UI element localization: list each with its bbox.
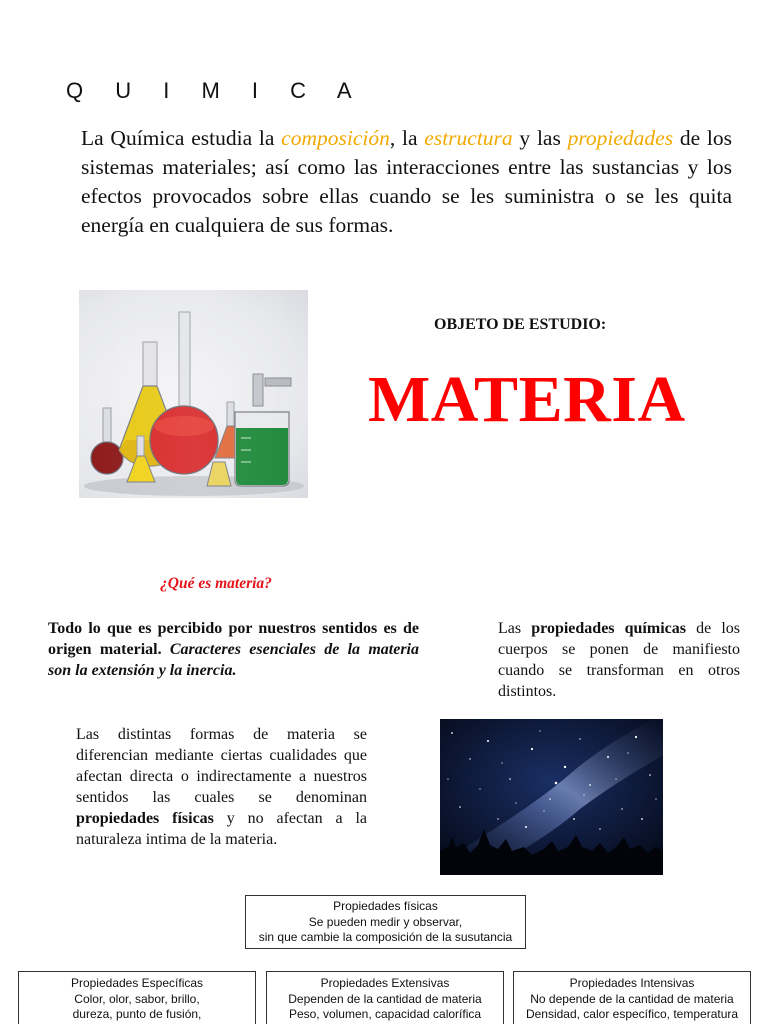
definition-italic: Caracteres esenciales de la materia son la extensión y la inercia.: [48, 641, 419, 679]
intro-text-4: de los sistemas materiales; así como las interacciones entre las sustancias y los efectos provocados sobre ellas cuando se les suministra o se les quita energía en cualquiera de sus formas.: [81, 126, 732, 237]
materia-heading: MATERIA: [368, 363, 686, 436]
physical-properties-text: [76, 724, 367, 850]
chemical-properties-text: [498, 618, 740, 702]
question-heading: ¿Qué es materia?: [160, 575, 272, 592]
page-title: Q U I M I C A: [66, 78, 365, 103]
diagram-box-intensivas: [513, 971, 751, 1024]
lab-glassware-photo: [79, 290, 308, 498]
intensivas-line-1: No depende de la cantidad de materia: [530, 991, 734, 1006]
physical-text-1: Las distintas formas de materia se diferencian mediante ciertas cualidades que afectan directa o indirectamente a nuestros sentidos las cuales se denominan: [76, 726, 367, 806]
intro-text-1: La Química estudia la: [81, 126, 282, 150]
root-line-2: sin que cambie la composición de la susutancia: [258, 930, 513, 944]
root-line-1: Se pueden medir y observar,: [308, 914, 463, 929]
chemical-text-2: de los cuerpos se ponen de manifiesto cuando se transforman en otros distintos.: [498, 620, 740, 700]
objeto-de-estudio-label: OBJETO DE ESTUDIO:: [434, 316, 607, 333]
highlight-estructura: estructura: [424, 126, 513, 150]
especificas-line-1: Color, olor, sabor, brillo,: [74, 991, 200, 1006]
extensivas-line-1: Dependen de la cantidad de materia: [288, 991, 482, 1006]
milky-way-photo: [440, 719, 663, 875]
especificas-title: Propiedades Específicas: [70, 976, 204, 990]
diagram-box-extensivas: [266, 971, 504, 1024]
physical-text-2: y no afectan a la naturaleza intima de la materia.: [76, 810, 367, 848]
root-title: Propiedades físicas: [333, 899, 438, 913]
intro-text-2: , la: [389, 126, 425, 150]
intro-text-3: y las: [512, 126, 568, 150]
chemical-bold: propiedades químicas: [531, 620, 686, 637]
diagram-box-especificas: [18, 971, 256, 1024]
lab-glassware-illustration: [79, 290, 308, 498]
materia-definition: [48, 618, 419, 681]
intensivas-line-2: Densidad, calor específico, temperatura: [525, 1007, 739, 1021]
diagram-root-box: [245, 895, 526, 949]
highlight-composicion: composición: [281, 126, 390, 150]
highlight-propiedades: propiedades: [567, 126, 674, 150]
intensivas-title: Propiedades Intensivas: [569, 976, 695, 990]
physical-bold: propiedades físicas: [76, 810, 214, 827]
intro-paragraph: [81, 124, 732, 240]
milky-way-illustration: [440, 719, 663, 875]
especificas-line-2: dureza, punto de fusión,: [72, 1007, 202, 1021]
extensivas-line-2: Peso, volumen, capacidad calorífica: [288, 1007, 482, 1021]
extensivas-title: Propiedades Extensivas: [320, 976, 450, 990]
definition-bold: Todo lo que es percibido por nuestros sentidos es de origen material.: [48, 620, 419, 658]
chemical-text-1: Las: [498, 620, 532, 637]
